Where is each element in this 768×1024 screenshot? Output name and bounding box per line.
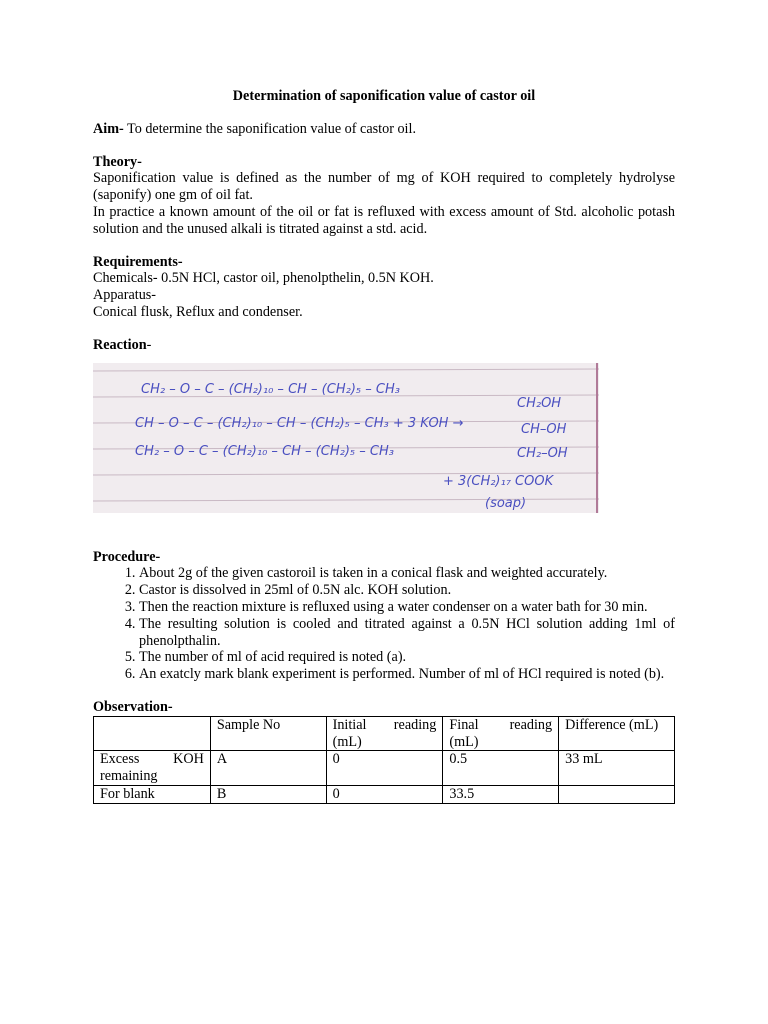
apparatus-line: Conical flusk, Reflux and condenser. (93, 303, 303, 320)
table-row (94, 785, 675, 803)
table-header-cell: Final reading (mL) (443, 716, 559, 751)
table-header-cell: Difference (mL) (559, 716, 675, 751)
table-cell: For blank (94, 785, 211, 803)
aim-label: Aim- (93, 120, 124, 137)
document-page (93, 88, 675, 804)
table-cell: 33.5 (443, 785, 559, 803)
reaction-handwriting-image (93, 363, 599, 513)
hw-line-2: CH – O – C – (CH₂)₁₀ – CH – (CH₂)₅ – CH₃ + 3 KOH → (135, 415, 464, 431)
table-header-cell: Initial reading (mL) (326, 716, 443, 751)
hw-line-1: CH₂ – O – C – (CH₂)₁₀ – CH – (CH₂)₅ – CH₃ (141, 381, 400, 397)
table-cell: 0 (326, 751, 443, 786)
procedure-step: 5. The number of ml of acid required is noted (a). (139, 649, 675, 666)
observation-heading: Observation- (93, 698, 173, 715)
reaction-heading: Reaction (93, 336, 147, 353)
aim-paragraph (93, 121, 675, 138)
procedure-step: 6. An exatcly mark blank experiment is performed. Number of ml of HCl required is noted (b). (139, 666, 675, 683)
hw-prod-4: + 3(CH₂)₁₇ COOK (443, 473, 554, 489)
theory-heading: Theory- (93, 153, 142, 170)
aim-text: To determine the saponification value of castor oil. (123, 120, 416, 137)
table-header-cell (94, 716, 211, 751)
hw-prod-2: CH–OH (521, 421, 567, 437)
hw-prod-3: CH₂–OH (517, 445, 568, 461)
procedure-list (93, 565, 675, 683)
reaction-photo (93, 363, 599, 513)
table-cell (559, 785, 675, 803)
procedure-step: 1. About 2g of the given castoroil is taken in a conical flask and weighted accurately. (139, 565, 675, 582)
observation-table (93, 716, 675, 804)
table-cell: A (210, 751, 326, 786)
theory-paragraph-2: In practice a known amount of the oil or fat is refluxed with excess amount of Std. alcoholic potash solution and the unused alkali is titrated against a std. acid. (93, 203, 675, 237)
document-title: Determination of saponification value of castor oil (232, 88, 536, 104)
hw-prod-1: CH₂OH (517, 395, 562, 411)
hw-line-3: CH₂ – O – C – (CH₂)₁₀ – CH – (CH₂)₅ – CH₃ (135, 443, 394, 459)
procedure-step: 4. The resulting solution is cooled and titrated against a 0.5N HCl solution adding 1ml of phenolpthalin. (139, 616, 675, 650)
table-cell: 0.5 (443, 751, 559, 786)
table-row (94, 751, 675, 786)
table-cell: B (210, 785, 326, 803)
reaction-heading-line (93, 337, 675, 354)
table-header-cell: Sample No (210, 716, 326, 751)
chemicals-line: Chemicals- 0.5N HCl, castor oil, phenolpthelin, 0.5N KOH. (93, 270, 434, 287)
requirements-heading: Requirements- (93, 253, 183, 270)
procedure-step: 2. Castor is dissolved in 25ml of 0.5N alc. KOH solution. (139, 582, 675, 599)
table-cell: 0 (326, 785, 443, 803)
apparatus-label: Apparatus- (93, 287, 157, 304)
reaction-heading-suffix: - (146, 336, 152, 353)
table-cell: Excess KOH remaining (94, 751, 211, 786)
theory-paragraph-1: Saponification value is defined as the number of mg of KOH required to completely hydrolyse (saponify) one gm of oil fat. (93, 170, 675, 204)
hw-prod-5: (soap) (485, 495, 527, 511)
table-cell: 33 mL (559, 751, 675, 786)
procedure-heading: Procedure- (93, 548, 161, 565)
table-header-row (94, 716, 675, 751)
procedure-step: 3. Then the reaction mixture is refluxed using a water condenser on a water bath for 30 min. (139, 599, 675, 616)
